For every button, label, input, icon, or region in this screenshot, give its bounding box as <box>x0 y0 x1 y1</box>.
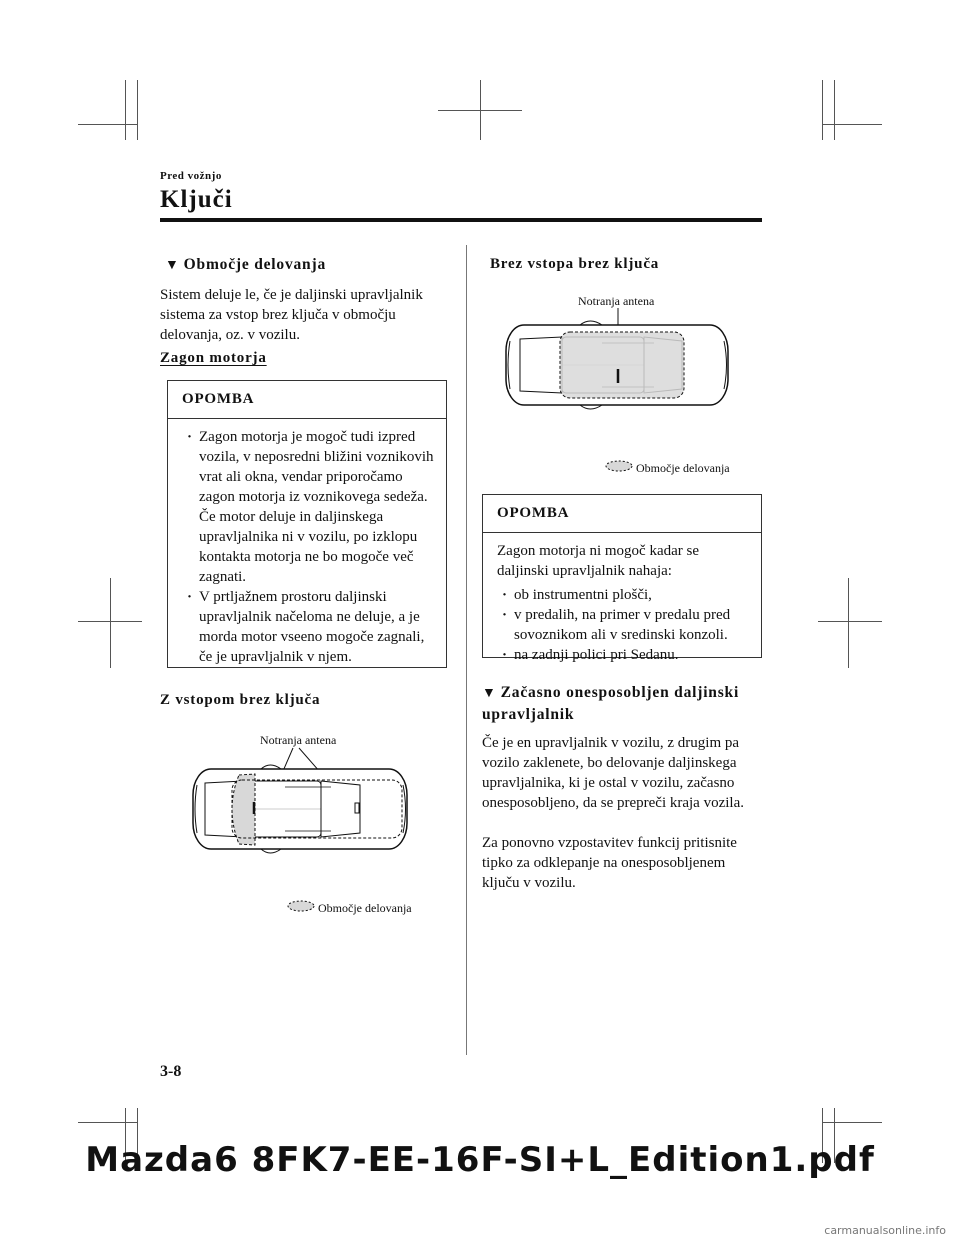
note-item: · v predalih, na primer v predalu pred sovoznikom ali v sredinski konzoli. <box>497 605 749 645</box>
page-number: 3-8 <box>160 1063 182 1080</box>
triangle-bullet-icon: ▼ <box>165 258 180 273</box>
range-legend-icon <box>604 459 634 473</box>
note-item: · V prtljažnem prostoru daljinski upravljalnik načeloma ne deluje, a je morda motor vseeno mogoče zagnali, če je upravljalnik v njem. <box>182 587 434 667</box>
crop-mark <box>848 578 849 668</box>
note-list <box>483 581 761 671</box>
page-title: Ključi <box>160 186 233 213</box>
note-item: · ob instrumentni plošči, <box>497 585 749 605</box>
note-item: · Zagon motorja je mogoč tudi izpred vozila, v neposredni bližini voznikovih vrat ali okna, vendar priporočamo zagon motorja iz voznikovega sedeža. Če motor deluje in daljinskega upravljalnika ni v vozilu, po izklopu kontakta motorja ne bo mogoče več zagnati. <box>182 427 434 587</box>
body-paragraph: Če je en upravljalnik v vozilu, z drugim pa vozilo zaklenete, bo delovanje daljinskega upravljalnika, ki je ostal v vozilu, začasno onesposobljeno, da se prepreči kraja vozila. <box>482 735 744 811</box>
section-heading-text: Območje delovanja <box>183 256 326 273</box>
title-rule <box>160 218 762 222</box>
section-heading <box>165 256 326 274</box>
crop-mark <box>834 80 835 140</box>
note-box <box>482 494 762 663</box>
note-title: OPOMBA <box>483 495 761 533</box>
intro-paragraph: Sistem deluje le, če je daljinski upravljalnik sistema za vstop brez ključa v območju delovanja, oz. v vozilu. <box>160 287 423 343</box>
antenna-label: Notranja antena <box>578 294 655 308</box>
crop-mark <box>125 80 126 140</box>
legend-label: Območje delovanja <box>318 901 412 915</box>
subheading: Zagon motorja <box>160 350 267 366</box>
body-paragraph: Za ponovno vzpostavitev funkcij pritisnite tipko za odklepanje na onesposobljenem ključu v vozilu. <box>482 835 737 891</box>
crop-mark <box>822 1122 882 1123</box>
crop-mark <box>78 1122 138 1123</box>
crop-mark <box>438 110 522 111</box>
crop-mark <box>78 621 142 622</box>
antenna-label: Notranja antena <box>260 733 337 747</box>
section-label: Pred vožnjo <box>160 170 222 182</box>
car-diagram-no-keyless <box>498 305 738 425</box>
column-divider <box>466 245 467 1055</box>
figure-title: Brez vstopa brez ključa <box>490 256 660 272</box>
crop-mark <box>110 578 111 668</box>
note-title: OPOMBA <box>168 381 446 419</box>
car-diagram-keyless <box>185 745 415 870</box>
crop-mark <box>822 124 882 125</box>
note-text: Zagon motorja ni mogoč kadar se daljinski upravljalnik nahaja: <box>497 543 700 579</box>
figure-title: Z vstopom brez ključa <box>160 692 321 708</box>
legend-label: Območje delovanja <box>636 461 730 475</box>
section-heading <box>482 682 762 725</box>
crop-mark <box>78 124 138 125</box>
range-legend-icon <box>286 899 316 913</box>
note-item: · na zadnji polici pri Sedanu. <box>497 645 749 665</box>
crop-mark <box>822 80 823 140</box>
watermark: carmanualsonline.info <box>824 1224 946 1237</box>
triangle-bullet-icon: ▼ <box>482 686 497 701</box>
note-box <box>167 380 447 668</box>
section-heading-text: Začasno onesposobljen daljinski upravljalnik <box>482 684 740 723</box>
crop-mark <box>818 621 882 622</box>
crop-mark <box>137 80 138 140</box>
document-filename: Mazda6 8FK7-EE-16F-SI+L_Edition1.pdf <box>85 1140 875 1180</box>
note-list <box>168 419 446 673</box>
